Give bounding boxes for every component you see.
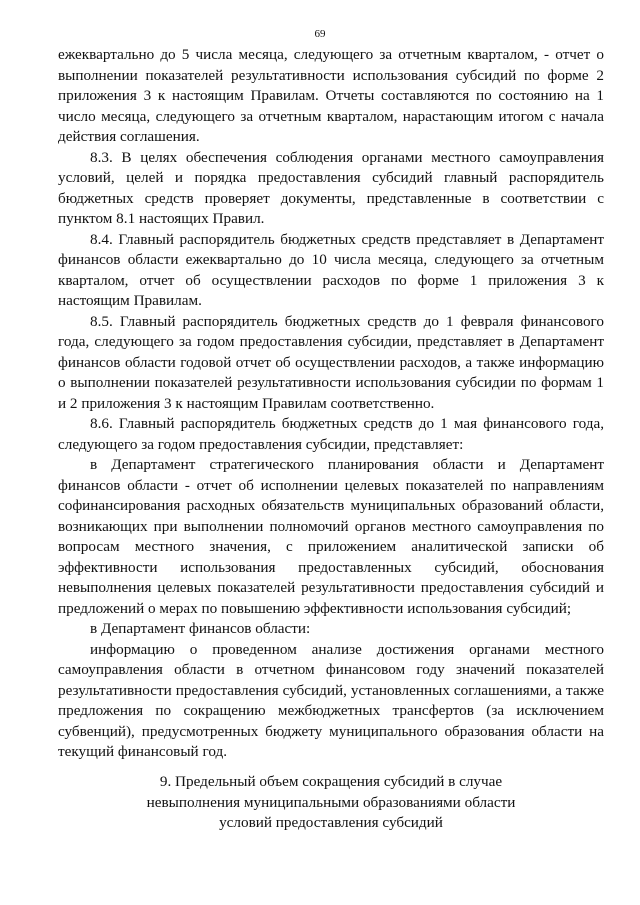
section-heading-line: невыполнения муниципальными образованиями области xyxy=(146,793,516,811)
paragraph-finance-dept: в Департамент финансов области: xyxy=(90,620,311,637)
section-heading-line: 9. Предельный объем сокращения субсидий в случае xyxy=(159,773,503,790)
document-body xyxy=(58,45,604,763)
paragraph-8-2-continuation: ежеквартально до 5 числа месяца, следующего за отчетным кварталом, - отчет о выполнении показателей результативности использования субсидий по форме 2 приложения 3 к настоящим Правилам. Отчеты составляются по состоянию на 1 число месяца, следующего за отчетным кварталом, нарастающим итогом с начала действия соглашения. xyxy=(58,46,604,145)
paragraph-8-5: 8.5. Главный распорядитель бюджетных средств до 1 февраля финансового года, следующего за годом предоставления субсидии, представляет в Департамент финансов области годовой отчет об осуществлении расходов, а также информацию о выполнении показателей результативности использования субсидии по формам 1 и 2 приложения 3 к настоящим Правилам соответственно. xyxy=(58,312,604,412)
paragraph-strategic-dept: в Департамент стратегического планирования области и Департамент финансов области - отчет об исполнении целевых показателей по направлениям софинансирования расходных обязательств муниципальных образований области, возникающих при выполнении полномочий органов местного самоуправления по вопросам местного значения, с приложением аналитической записки об эффективности использования предоставленных субсидий, обоснования невыполнения целевых показателей результативности предоставления субсидий и предложений о мерах по повышению эффективности использования субсидий; xyxy=(58,456,604,617)
paragraph-analysis-info: информацию о проведенном анализе достижения органами местного самоуправления области в отчетном финансовом году значений показателей результативности предоставления субсидий, установленных соглашениями, а также предложения по сокращению межбюджетных трансфертов (за исключением субвенций), предусмотренных бюджету муниципального образования области на текущий финансовый год. xyxy=(58,640,604,760)
paragraph-8-4: 8.4. Главный распорядитель бюджетных средств представляет в Департамент финансов области ежеквартально до 10 числа месяца, следующего за отчетным кварталом, отчет об осуществлении расходов по форме 1 приложения 3 к настоящим Правилам. xyxy=(58,230,604,309)
section-heading-line: условий предоставления субсидий xyxy=(219,814,443,831)
section-9-heading xyxy=(58,772,604,834)
paragraph-8-6: 8.6. Главный распорядитель бюджетных средств до 1 мая финансового года, следующего за годом предоставления субсидии, представляет: xyxy=(58,415,604,453)
page-number: 69 xyxy=(314,28,326,40)
paragraph-8-3: 8.3. В целях обеспечения соблюдения органами местного самоуправления условий, целей и порядка предоставления субсидий главный распорядитель бюджетных средств проверяет документы, представленные в соответствии с пунктом 8.1 настоящих Правил. xyxy=(58,148,604,227)
